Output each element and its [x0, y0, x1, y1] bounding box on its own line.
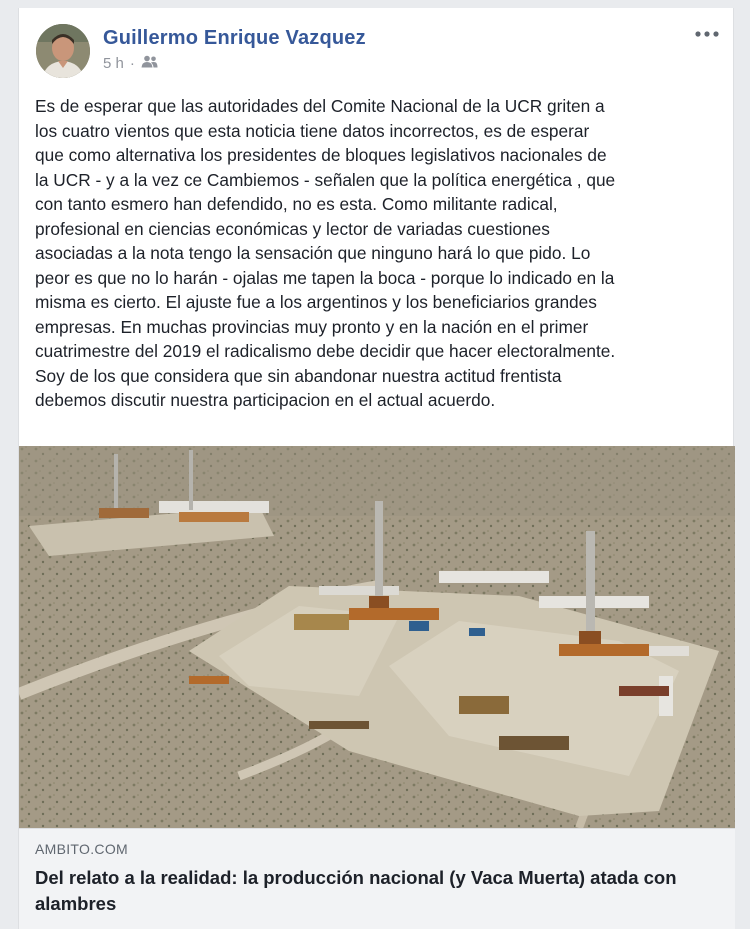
friends-icon[interactable] — [141, 55, 158, 72]
more-options-icon[interactable] — [693, 26, 721, 42]
link-preview-info[interactable] — [19, 828, 735, 929]
avatar-photo-icon — [36, 24, 90, 78]
author-avatar[interactable] — [36, 24, 90, 78]
post-timestamp[interactable]: 5 h — [103, 55, 124, 72]
link-title[interactable]: Del relato a la realidad: la producción nacional (y Vaca Muerta) atada con alambres — [35, 867, 677, 914]
link-domain: AMBITO.COM — [35, 841, 128, 857]
post-text: Es de esperar que las autoridades del Comite Nacional de la UCR griten a los cuatro vientos que esta noticia tiene datos incorrectos, es de esperar que como alternativa los presidentes de bloques legislativos nacionales de la UCR - y a la vez ce Cambiemos - señalen que la política energética , que con tanto esmero han defendido, no es esta. Como militante radical, profesional en ciencias económicas y lector de variadas cuestiones asociadas a la nota tengo la sensación que ninguno hará lo que pido. Lo peor es que no lo harán - ojalas me tapen la boca - porque lo indicado en la misma es cierto. El ajuste fue a los argentinos y los beneficiarios grandes empresas. En muchas provincias muy pronto y en la nación en el primer cuatrimestre del 2019 el radicalismo debe decidir que hacer electoralmente. Soy de los que considera que sin abandonar nuestra actitud frentista debemos discutir nuestra participacion en el actual acuerdo. — [35, 96, 616, 410]
link-preview-image[interactable] — [19, 446, 735, 828]
meta-separator: · — [129, 55, 135, 72]
post-card — [18, 8, 734, 929]
author-name[interactable]: Guillermo Enrique Vazquez — [103, 27, 366, 49]
post-header — [19, 8, 733, 88]
post-meta — [103, 55, 158, 72]
